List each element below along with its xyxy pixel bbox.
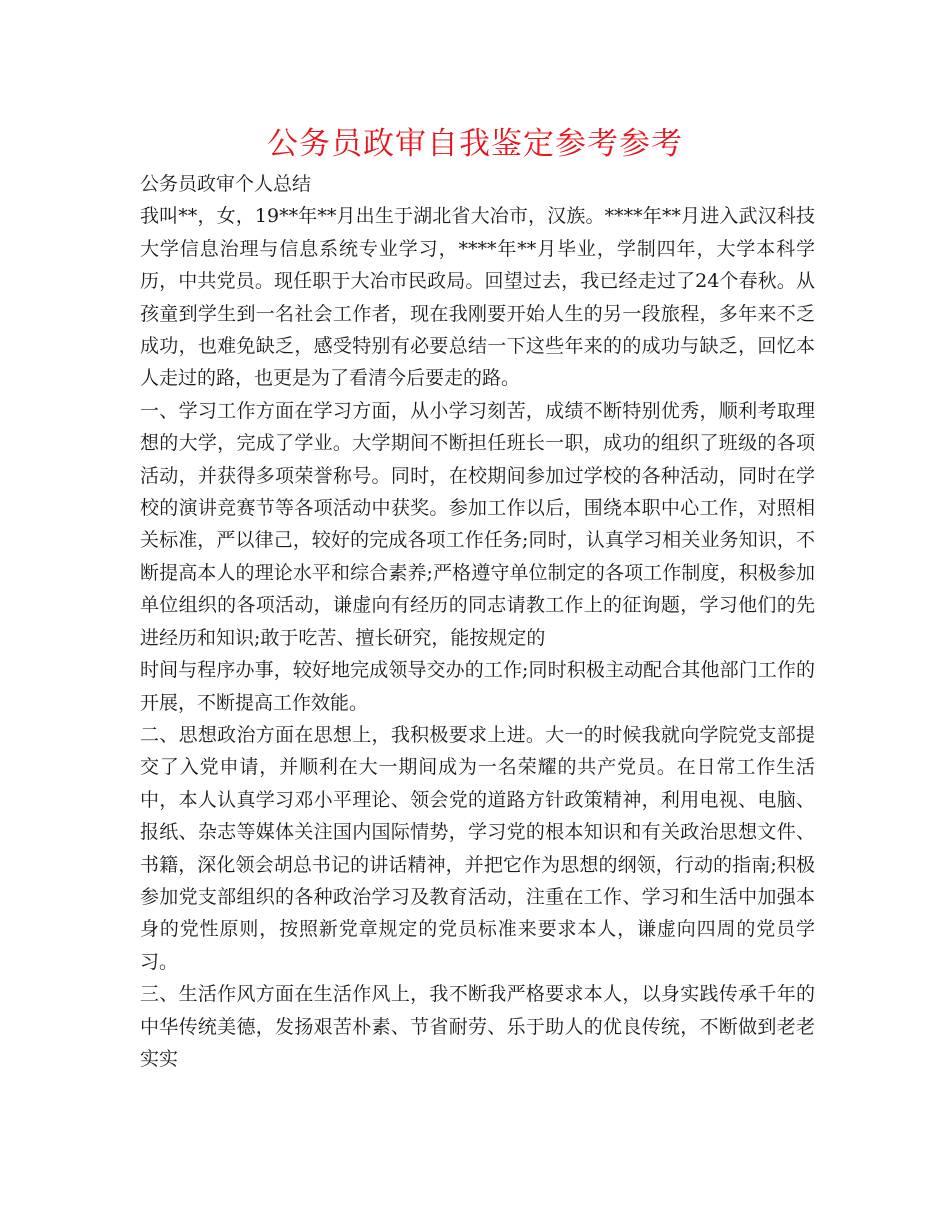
document-title: 公务员政审自我鉴定参考参考 bbox=[267, 126, 683, 162]
paragraph-subtitle: 公务员政审个人总结 bbox=[140, 173, 312, 195]
paragraph-introduction: 我叫**，女，19**年**月出生于湖北省大冶市，汉族。****年**月进入武汉科技大学信息治理与信息系统专业学习，****年**月毕业，学制四年，大学本科学历，中共党员。现任职于大冶市民政局。回望过去，我已经走过了24个春秋。从孩童到学生到一名社会工作者，现在我刚要开始人生的另一段旅程，多年来不乏成功，也难免缺乏，感受特别有必要总结一下这些年来的的成功与缺乏，回忆本人走过的路，也更是为了看清今后要走的路。 bbox=[140, 205, 815, 390]
paragraph-political-thought: 二、思想政治方面在思想上，我积极要求上进。大一的时候我就向学院党支部提交了入党申请，并顺利在大一期间成为一名荣耀的共产党员。在日常工作生活中，本人认真学习邓小平理论、领会党的道路方针政策精神，利用电视、电脑、报纸、杂志等媒体关注国内国际情势，学习党的根本知识和有关政治思想文件、书籍，深化领会胡总书记的讲话精神，并把它作为思想的纲领，行动的指南;积极参加党支部组织的各种政治学习及教育活动，注重在工作、学习和生活中加强本身的党性原则，按照新党章规定的党员标准来要求本人，谦虚向四周的党员学习。 bbox=[140, 723, 815, 973]
paragraph-lifestyle: 三、生活作风方面在生活作风上，我不断我严格要求本人，以身实践传承千年的中华传统美德，发扬艰苦朴素、节省耐劳、乐于助人的优良传统，不断做到老老实实 bbox=[140, 983, 815, 1070]
paragraph-study-work-continued: 时间与程序办事，较好地完成领导交办的工作;同时积极主动配合其他部门工作的开展，不断提高工作效能。 bbox=[140, 659, 815, 714]
paragraph-study-work: 一、学习工作方面在学习方面，从小学习刻苦，成绩不断特别优秀，顺利考取理想的大学，完成了学业。大学期间不断担任班长一职，成功的组织了班级的各项活动，并获得多项荣誉称号。同时，在校期间参加过学校的各种活动，同时在学校的演讲竞赛节等各项活动中获奖。参加工作以后，围绕本职中心工作，对照相关标准，严以律己，较好的完成各项工作任务;同时，认真学习相关业务知识，不断提高本人的理论水平和综合素养;严格遵守单位制定的各项工作制度，积极参加单位组织的各项活动，谦虚向有经历的同志请教工作上的征询题，学习他们的先进经历和知识;敢于吃苦、擅长研究，能按规定的 bbox=[140, 399, 815, 649]
document-body bbox=[140, 168, 815, 1075]
